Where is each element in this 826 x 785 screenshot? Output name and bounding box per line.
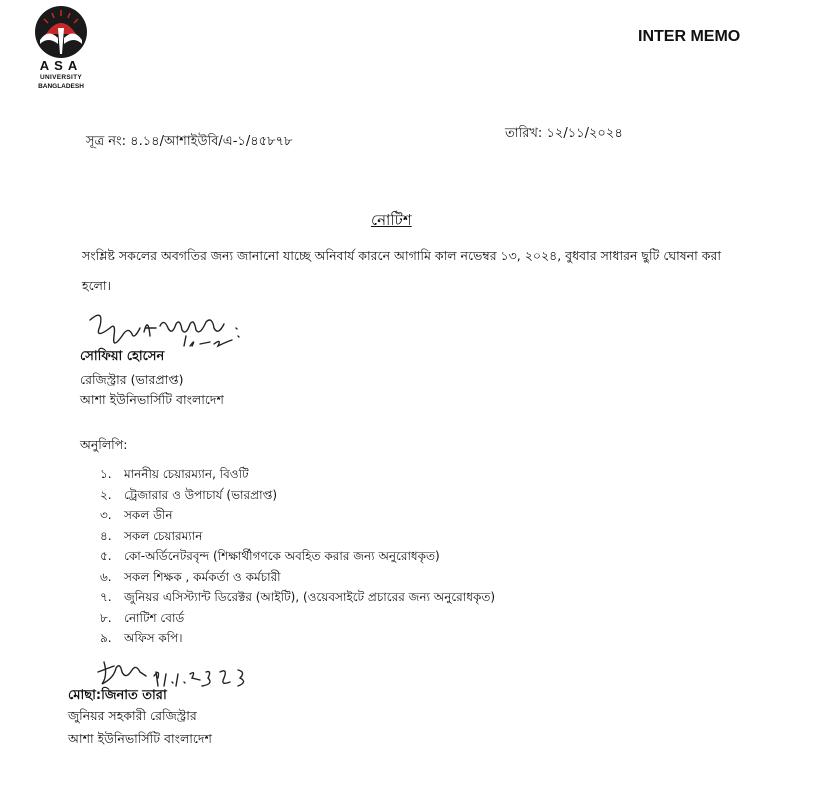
cc-item-number: ৩. <box>100 508 112 522</box>
cc-label: অনুলিপি: <box>80 437 128 452</box>
logo-asa-text: ASA <box>39 58 83 73</box>
cc-item-number: ১. <box>100 467 112 481</box>
notice-body: সংশ্লিষ্ট সকলের অবগতির জন্য জানানো যাচ্ছে অনিবার্য কারনে আগামি কাল নভেম্বর ১৩, ২০২৪, বুধবার সাধারন ছুটি ঘোষনা করা হলো। <box>82 248 721 293</box>
cc-item-text: অফিস কপি। <box>124 631 183 645</box>
reference-number: সূত্র নং: ৪.১৪/আশাইউবি/এ-১/৪৫৮৭৮ <box>86 134 293 149</box>
signatory1-designation: রেজিস্ট্রার (ভারপ্রাপ্ত) <box>80 372 184 387</box>
university-logo <box>28 4 94 96</box>
signatory2-name: মোছা:জিনাত তারা <box>68 688 167 703</box>
cc-item <box>100 630 495 651</box>
cc-item-number: ৮. <box>100 610 112 625</box>
signatory2-designation: জুনিয়র সহকারী রেজিস্ট্রার <box>68 708 197 723</box>
memo-date: তারিখ: ১২/১১/২০২৪ <box>505 126 623 141</box>
cc-item-number: ২. <box>100 487 112 502</box>
cc-item-text: সকল শিক্ষক , কর্মকর্তা ও কর্মচারী <box>124 569 281 584</box>
cc-list <box>100 466 495 651</box>
cc-item-number: ৫. <box>100 549 112 563</box>
cc-item-text: সকল চেয়ারম্যান <box>124 528 203 543</box>
logo-bangladesh-text: BANGLADESH <box>38 83 84 90</box>
cc-item-text: নোটিশ বোর্ড <box>124 610 185 625</box>
cc-item-number: ৭. <box>100 590 112 604</box>
cc-item-text: মাননীয় চেয়ারম্যান, বিওটি <box>124 467 249 481</box>
cc-item-text: কো-অর্ডিনেটরবৃন্দ (শিক্ষার্থীগণকে অবহিত করার জন্য অনুরোধকৃত) <box>124 549 440 563</box>
cc-item <box>100 466 495 487</box>
cc-item <box>100 589 495 610</box>
logo-university-text: UNIVERSITY <box>39 74 82 81</box>
cc-item <box>100 548 495 569</box>
notice-title: নোটিশ <box>371 211 412 229</box>
cc-item-text: ট্রেজারার ও উপাচার্য (ভারপ্রাপ্ত) <box>124 487 278 502</box>
cc-item-text: সকল ডীন <box>124 508 173 522</box>
cc-item <box>100 507 495 528</box>
cc-item-number: ৯. <box>100 631 112 645</box>
cc-item <box>100 487 495 508</box>
cc-item-text: জুনিয়র এসিস্ট্যান্ট ডিরেক্টর (আইটি), (ওয়েবসাইটে প্রচারের জন্য অনুরোধকৃত) <box>124 590 496 604</box>
cc-item-number: ৬. <box>100 569 112 584</box>
cc-item <box>100 528 495 549</box>
signatory2-organization: আশা ইউনিভার্সিটি বাংলাদেশ <box>68 731 212 746</box>
cc-item <box>100 569 495 590</box>
cc-item-number: ৪. <box>100 528 112 543</box>
signatory1-organization: আশা ইউনিভার্সিটি বাংলাদেশ <box>80 392 224 407</box>
logo-emblem-icon <box>28 4 94 60</box>
signatory1-name: সোফিয়া হোসেন <box>80 349 165 364</box>
inter-memo-label: INTER MEMO <box>638 28 741 45</box>
cc-item <box>100 610 495 631</box>
